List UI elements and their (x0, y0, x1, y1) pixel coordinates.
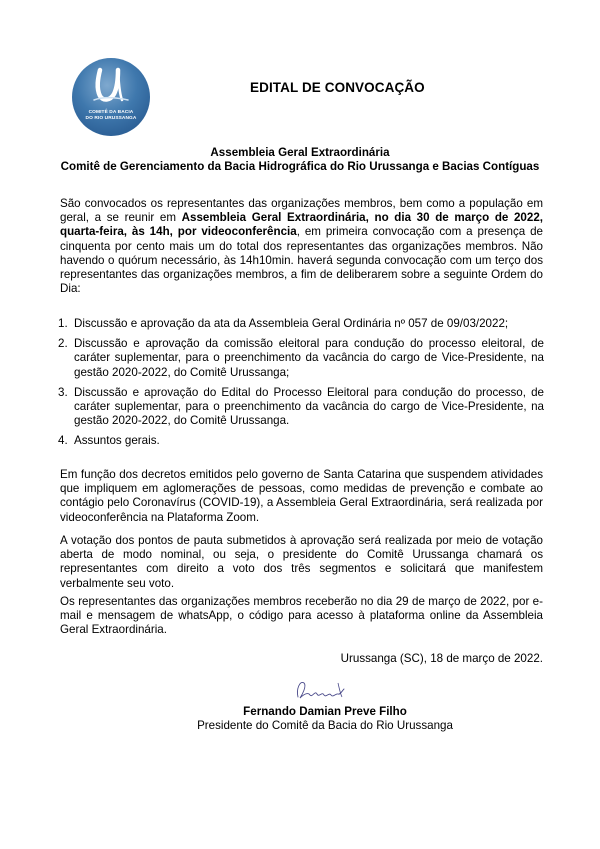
assembly-type: Assembleia Geral Extraordinária (210, 146, 390, 159)
logo-caption-line1: COMITÊ DA BACIA (88, 110, 134, 115)
intro-text-start: São convocados os representantes das organizações membros, bem como a população em geral, a se reunir em (60, 197, 543, 225)
agenda-item-number: 2. (58, 337, 68, 351)
agenda-item-number: 4. (58, 434, 68, 448)
logo-caption-line2: DO RIO URUSSANGA (85, 116, 137, 121)
signer-role: Presidente do Comitê da Bacia do Rio Urussanga (197, 719, 453, 732)
committee-logo (72, 58, 150, 136)
intro-bold-meeting-details: Assembleia Geral Extraordinária, no dia 30 de março de 2022, quarta-feira, às 14h, por videoconferência (60, 211, 544, 239)
agenda-item-text: Discussão e aprovação da comissão eleitoral para condução do processo eleitoral, de caráter suplementar, para o preenchimento da vacância do cargo de Vice-Presidente, na gestão 2020-2022, do Comitê Urussanga; (74, 337, 544, 379)
agenda-item-text: Discussão e aprovação da ata da Assembleia Geral Ordinária nº 057 de 09/03/2022; (74, 317, 509, 330)
covid-paragraph: Em função dos decretos emitidos pelo governo de Santa Catarina que suspendem atividades que impliquem em aglomerações de pessoas, como medidas de prevenção e combate ao contágio pelo Coronavírus (COVID-19), a Assembleia Geral Extraordinária, será realizada por videoconferência na Plataforma Zoom. (60, 468, 543, 524)
committee-name: Comitê de Gerenciamento da Bacia Hidrográfica do Rio Urussanga e Bacias Contíguas (60, 160, 540, 173)
agenda-item-number: 3. (58, 385, 68, 399)
agenda-item (58, 337, 544, 380)
access-code-paragraph: Os representantes das organizações membros receberão no dia 29 de março de 2022, por e-mail e mensagem de whatsApp, o código para acesso à plataforma online da Assembleia Geral Extraordinária. (60, 595, 543, 637)
signer-name: Fernando Damian Preve Filho (243, 705, 407, 718)
agenda-item (58, 434, 544, 448)
agenda-item (58, 386, 544, 429)
agenda-item (58, 317, 544, 331)
document-date: Urussanga (SC), 18 de março de 2022. (340, 652, 543, 665)
handwritten-signature-icon (292, 677, 350, 703)
voting-paragraph: A votação dos pontos de pauta submetidos à aprovação será realizada por meio de votação aberta de modo nominal, ou seja, o presidente do Comitê Urussanga chamará os representantes com direito a voto dos três segmentos e solicitará que manifestem verbalmente seu voto. (60, 534, 543, 590)
page-title: EDITAL DE CONVOCAÇÃO (250, 80, 425, 95)
logo-u-mark-icon (86, 66, 136, 106)
intro-text-end: , em primeira convocação com a presença de cinquenta por cento mais um do total dos representantes das organizações membros. Não havendo o quórum necessário, às 14h10min. haverá segunda convocação com um terço dos representantes das organizações membros, a fim de deliberarem sobre a seguinte Ordem do Dia: (60, 225, 543, 296)
agenda-item-number: 1. (58, 317, 68, 330)
agenda-item-text: Discussão e aprovação do Edital do Processo Eleitoral para condução do processo, de caráter suplementar, para o preenchimento da vacância do cargo de Vice-Presidente, na gestão 2020-2022, do Comitê Urussanga. (74, 385, 544, 428)
intro-paragraph (60, 197, 543, 296)
agenda-item-text: Assuntos gerais. (74, 434, 160, 448)
agenda-list (58, 317, 544, 455)
